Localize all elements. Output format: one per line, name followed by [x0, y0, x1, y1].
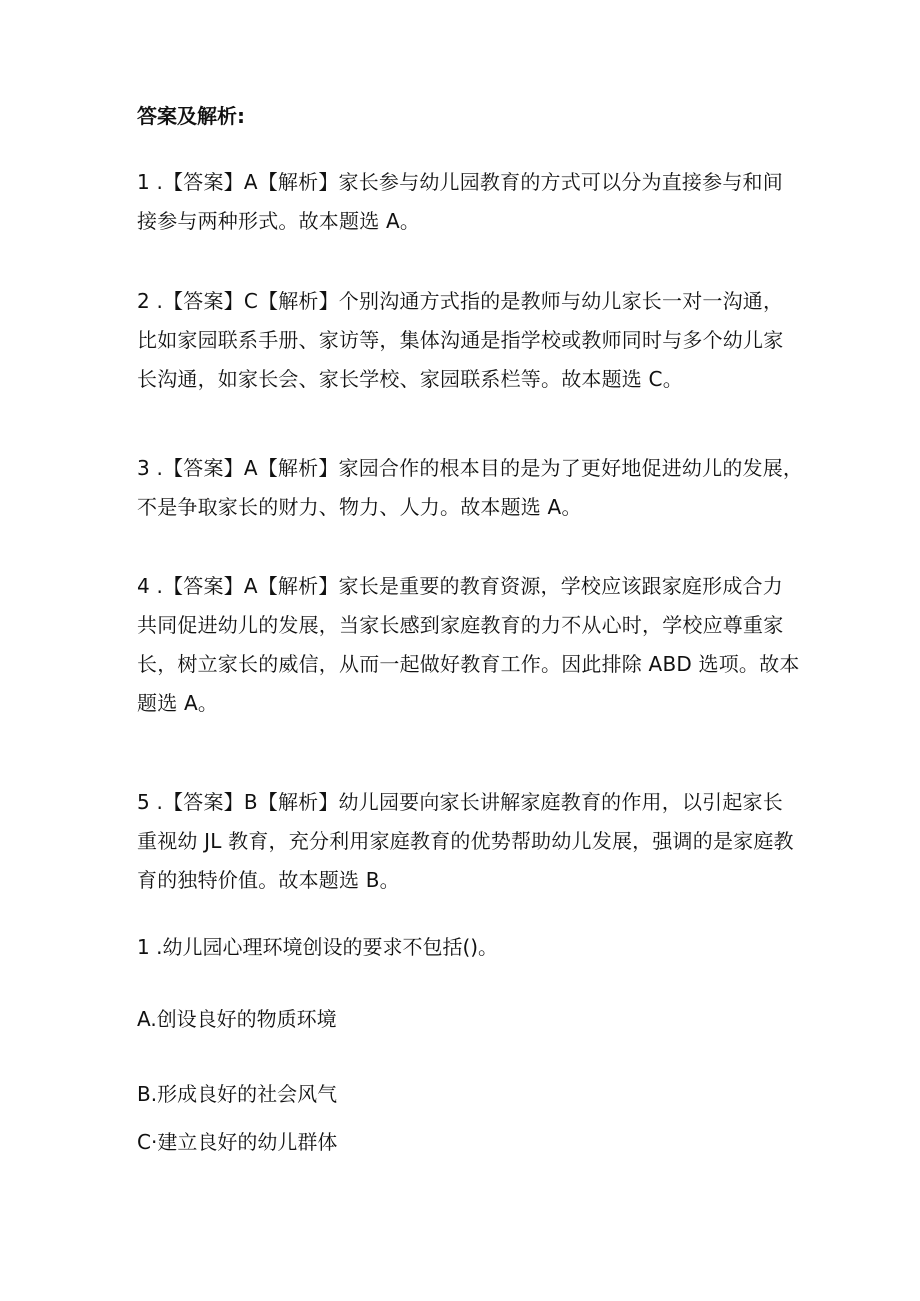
answer-line: 育的独特价值。故本题选 B。 [137, 868, 400, 892]
answer-4 [137, 567, 800, 723]
answer-line: 长沟通，如家长会、家长学校、家园联系栏等。故本题选 C。 [137, 367, 683, 391]
answer-line: 长，树立家长的威信，从而一起做好教育工作。因此排除 ABD 选项。故本 [137, 652, 800, 676]
answer-line: 题选 A。 [137, 691, 219, 715]
question-option-c: C·建立良好的幼儿群体 [137, 1130, 338, 1154]
answer-1 [137, 163, 797, 241]
answer-line: 共同促进幼儿的发展，当家长感到家庭教育的力不从心时，学校应尊重家 [137, 613, 784, 637]
answer-line: 不是争取家长的财力、物力、人力。故本题选 A。 [137, 495, 582, 519]
answer-line: 4 .【答案】A【解析】家长是重要的教育资源，学校应该跟家庭形成合力 [137, 574, 783, 598]
answer-2 [137, 282, 797, 399]
answer-line: 2 .【答案】C【解析】个别沟通方式指的是教师与幼儿家长一对一沟通， [137, 289, 784, 313]
answer-line: 接参与两种形式。故本题选 A。 [137, 209, 421, 233]
answer-line: 1 .【答案】A【解析】家长参与幼儿园教育的方式可以分为直接参与和间 [137, 170, 783, 194]
question-option-b: B.形成良好的社会风气 [137, 1082, 338, 1106]
question-option-a: A.创设良好的物质环境 [137, 1007, 337, 1031]
answer-5 [137, 783, 797, 900]
question-stem: 1 .幼儿园心理环境创设的要求不包括()。 [137, 935, 499, 959]
answer-3 [137, 449, 804, 527]
answer-line: 5 .【答案】B【解析】幼儿园要向家长讲解家庭教育的作用，以引起家长 [137, 790, 783, 814]
answer-line: 比如家园联系手册、家访等，集体沟通是指学校或教师同时与多个幼儿家 [137, 328, 784, 352]
answer-line: 3 .【答案】A【解析】家园合作的根本目的是为了更好地促进幼儿的发展， [137, 456, 804, 480]
answer-line: 重视幼 JL 教育，充分利用家庭教育的优势帮助幼儿发展，强调的是家庭教 [137, 829, 794, 853]
answers-heading: 答案及解析: [137, 104, 245, 128]
